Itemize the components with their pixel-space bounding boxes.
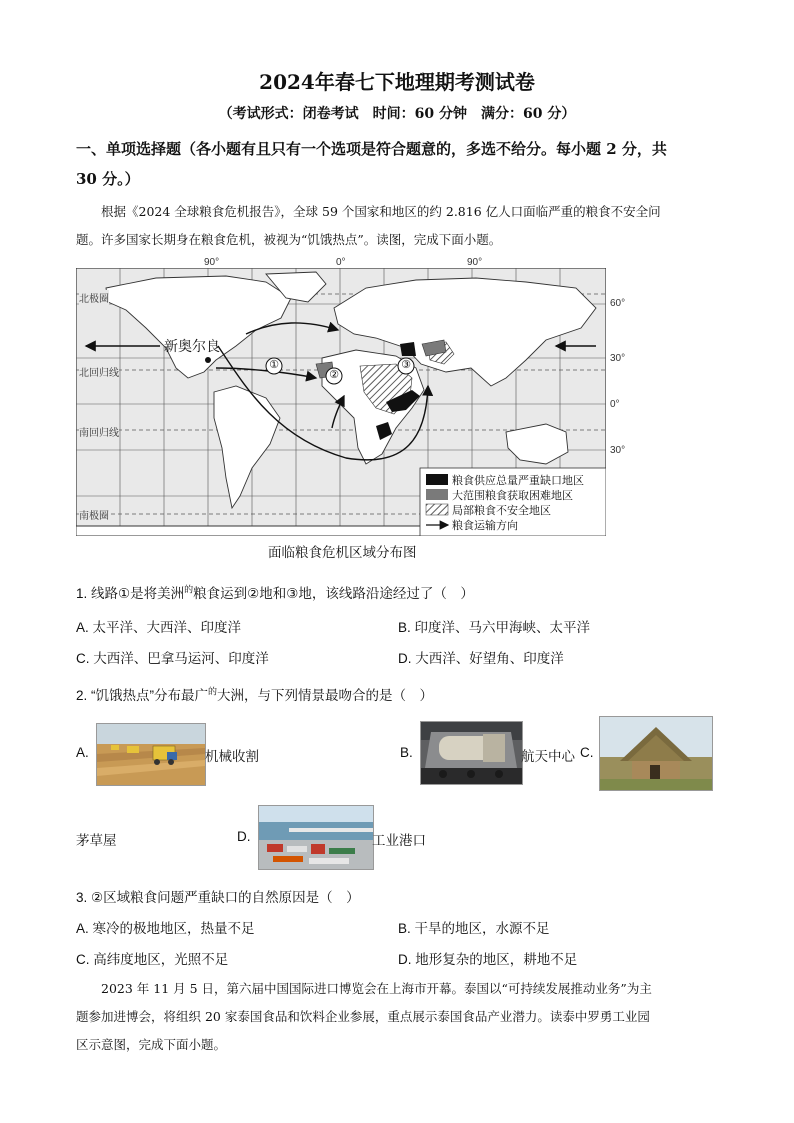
q3-option-d[interactable]: D. 地形复杂的地区，耕地不足: [398, 952, 578, 967]
lon-label-90w: 90°: [204, 257, 220, 268]
world-map: [76, 257, 626, 536]
map-caption: 面临粮食危机区域分布图: [268, 545, 417, 560]
thatched-hut-photo: [600, 717, 712, 790]
passage-1-line1: 根据《2024 全球粮食危机报告》，全球 59 个国家和地区的约 2.816 亿人口面临严重的粮食不安全问: [101, 204, 661, 219]
q2-stem-part2: 大洲，与下列情景最吻合的是（ ）: [217, 688, 434, 703]
arctic-circle-label: 北极圈: [79, 290, 109, 305]
q2-option-b-text: 航天中心: [521, 749, 575, 764]
lat-label-30n: 30°: [610, 353, 626, 364]
q2-option-c-image[interactable]: [599, 716, 713, 791]
passage-2: [76, 975, 716, 1059]
question-2-stem: [76, 684, 433, 704]
passage-2-line1: 2023 年 11 月 5 日，第六届中国国际进口博览会在上海市开幕。泰国以“可持续发展推动业务”为主: [101, 981, 652, 996]
new-orleans-dot: [205, 357, 211, 363]
region-label-2: ②: [329, 368, 339, 381]
legend-wide-label: 大范围粮食获取困难地区: [452, 489, 573, 502]
q1-stem-part1: 1. 线路①是将美洲: [76, 586, 185, 601]
q3-option-c[interactable]: C. 高纬度地区，光照不足: [76, 952, 229, 967]
passage-2-line2: 题参加进博会，将组织 20 家泰国食品和饮料企业参展，重点展示泰国食品产业潜力。读泰中罗勇工业园: [76, 1009, 650, 1024]
q1-stem-sup: 的: [184, 584, 194, 595]
lat-label-0: 0°: [610, 399, 620, 410]
q2-option-d-text: 工业港口: [372, 833, 426, 848]
question-1-stem: [76, 582, 474, 602]
section-heading: [76, 134, 716, 194]
legend-local-label: 局部粮食不安全地区: [452, 504, 551, 517]
q2-option-b-letter[interactable]: B.: [400, 745, 413, 760]
legend-severe-label: 粮食供应总量严重缺口地区: [452, 474, 584, 487]
lon-label-90e: 90°: [467, 257, 483, 268]
passage-1: [76, 198, 716, 254]
exam-info: （考试形式：闭卷考试 时间：60 分钟 满分：60 分）: [218, 106, 576, 122]
q2-option-c-letter[interactable]: C.: [580, 745, 594, 760]
q1-stem-part2: 粮食运到②地和③地，该线路沿途经过了（ ）: [193, 586, 474, 601]
q2-option-d-letter[interactable]: D.: [237, 829, 251, 844]
q1-option-b[interactable]: B. 印度洋、马六甲海峡、太平洋: [398, 620, 591, 635]
q1-option-c[interactable]: C. 大西洋、巴拿马运河、印度洋: [76, 651, 269, 666]
passage-2-line3: 区示意图，完成下面小题。: [76, 1037, 227, 1052]
q1-option-a[interactable]: A. 太平洋、大西洋、印度洋: [76, 620, 242, 635]
q2-stem-sup: 的: [208, 686, 218, 697]
q3-option-a[interactable]: A. 寒冷的极地地区，热量不足: [76, 921, 255, 936]
harvest-photo: [97, 724, 205, 785]
city-label-new-orleans: 新奥尔良: [164, 339, 220, 355]
q2-option-a-letter[interactable]: A.: [76, 745, 89, 760]
legend-swatch-wide: [426, 489, 448, 500]
antarctic-circle-label: 南极圈: [79, 507, 109, 522]
lat-label-60n: 60°: [610, 298, 626, 309]
lon-label-0: 0°: [336, 257, 346, 268]
q2-option-c-text: 茅草屋: [76, 833, 117, 848]
legend-swatch-severe: [426, 474, 448, 485]
lat-label-30s: 30°: [610, 445, 626, 456]
route-label-1: ①: [269, 358, 279, 371]
region-label-3: ③: [401, 358, 411, 371]
region-black-mideast: [400, 342, 416, 356]
q2-stem-part1: 2. “饥饿热点”分布最广: [76, 688, 209, 703]
page-title: 2024年春七下地理期考测试卷: [259, 70, 535, 94]
section-heading-line1: 一、单项选择题（各小题有且只有一个选项是符合题意的，多选不给分。每小题 2 分，共: [76, 140, 667, 158]
q2-option-d-image[interactable]: [258, 805, 374, 870]
q1-option-d[interactable]: D. 大西洋、好望角、印度洋: [398, 651, 564, 666]
space-center-photo: [421, 722, 522, 784]
q2-option-a-text: 机械收割: [205, 749, 259, 764]
legend-swatch-local: [426, 504, 448, 515]
tropic-cancer-label: 北回归线: [79, 364, 119, 379]
q3-option-b[interactable]: B. 干旱的地区，水源不足: [398, 921, 550, 936]
industrial-port-photo: [259, 806, 373, 869]
q2-option-a-image[interactable]: [96, 723, 206, 786]
passage-1-line2: 题。许多国家长期身在粮食危机，被视为“饥饿热点”。读图，完成下面小题。: [76, 232, 502, 247]
question-3-stem: 3. ②区域粮食问题严重缺口的自然原因是（ ）: [76, 890, 360, 905]
q2-option-b-image[interactable]: [420, 721, 523, 785]
section-heading-line2: 30 分。）: [76, 170, 140, 188]
legend-route-label: 粮食运输方向: [452, 519, 518, 532]
tropic-capricorn-label: 南回归线: [79, 424, 119, 439]
